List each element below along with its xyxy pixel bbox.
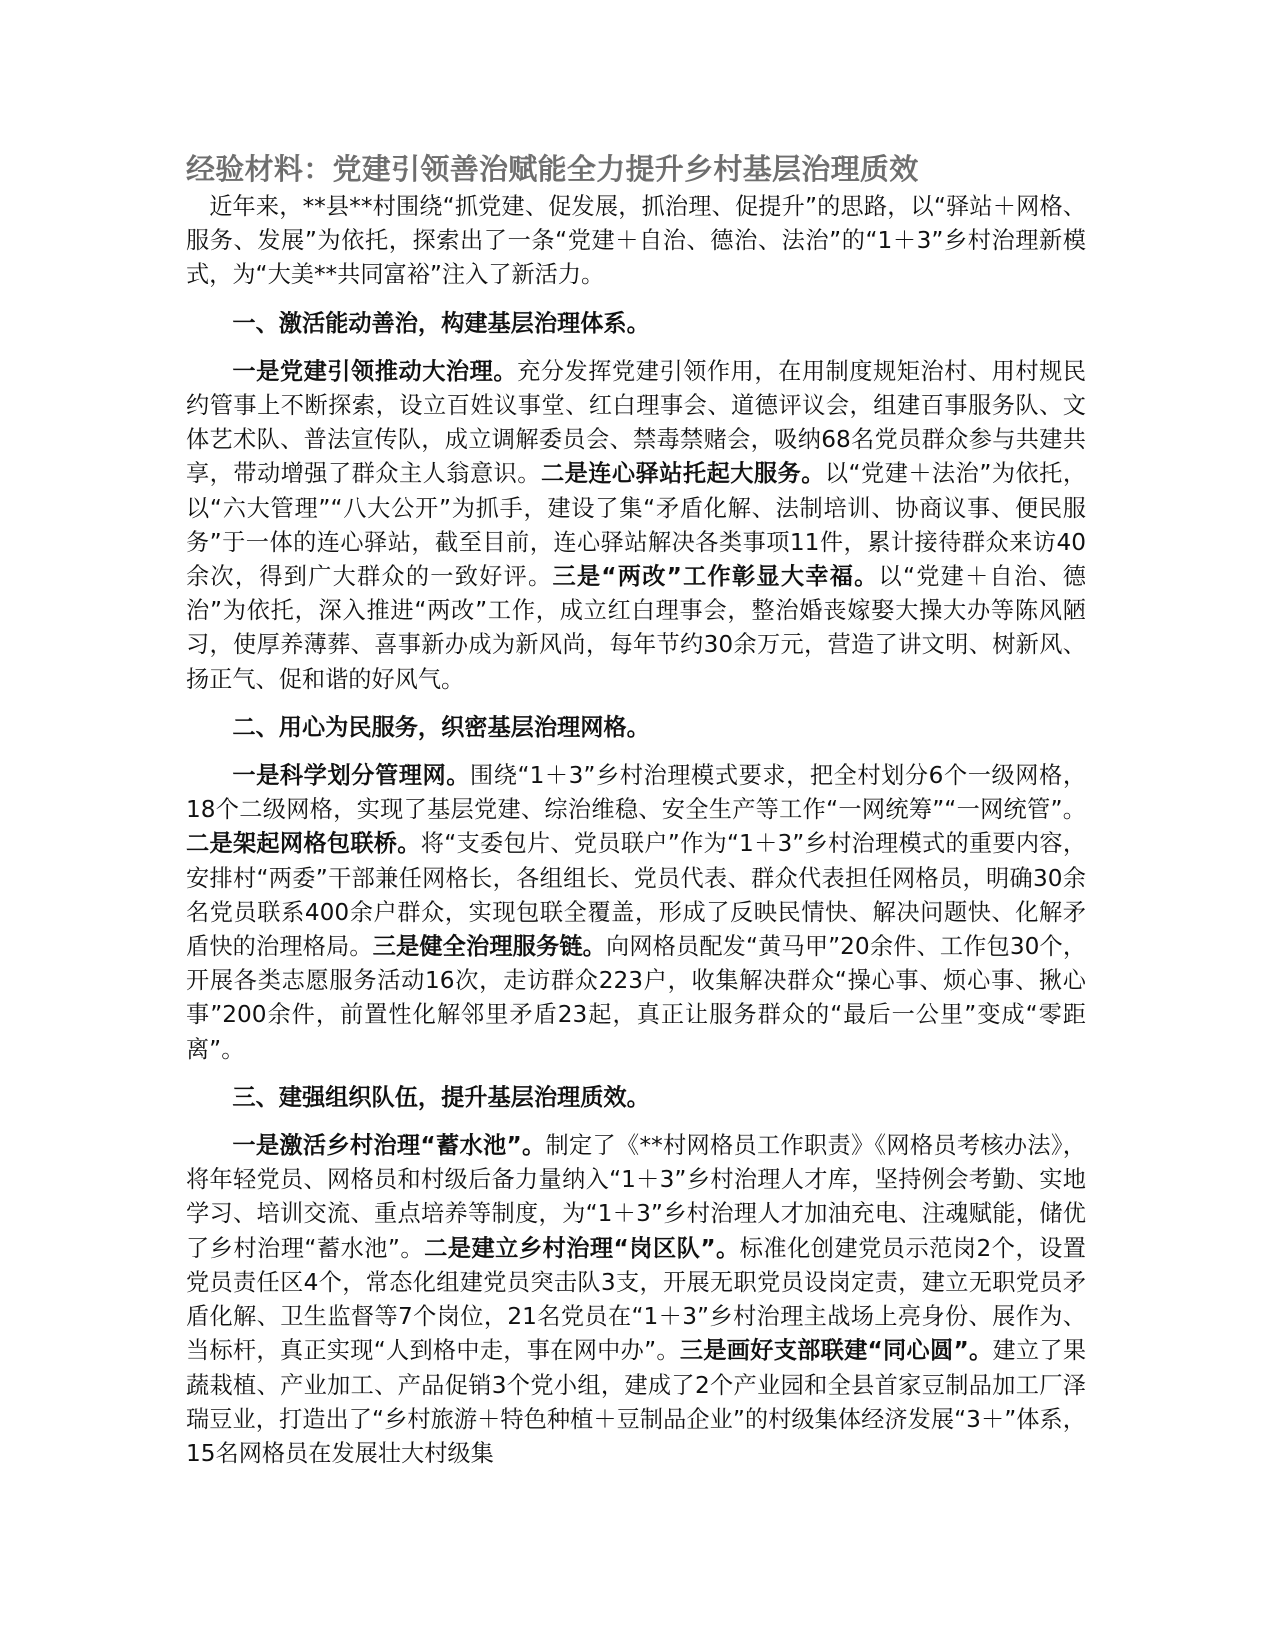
document-body [186, 150, 1086, 1471]
section-3-point-2-label: 二是建立乡村治理“岗区队”。 [424, 1234, 740, 1262]
section-2-point-1-label: 一是科学划分管理网。 [232, 762, 471, 790]
section-1-heading: 一、激活能动善治，构建基层治理体系。 [232, 309, 650, 337]
section-2-point-1-text: 围绕“1＋3”乡村治理模式要求，把全村划分6个一级网格，18个二级网格，实现了基层党建、综治维稳、安全生产等工作“一网统筹”“一网统管”。 [186, 762, 1087, 824]
section-2-point-2-text: 将“支委包片、党员联户”作为“1＋3”乡村治理模式的重要内容，安排村“两委”干部兼任网格长，各组组长、党员代表、群众代表担任网格员，明确30余名党员联系400余户群众，实现包联全覆盖，形成了反映民情快、解决问题快、化解矛盾快的治理格局。 [186, 830, 1087, 961]
document-title: 经验材料：党建引领善治赋能全力提升乡村基层治理质效 [186, 152, 919, 186]
section-2-point-3-label: 三是健全治理服务链。 [372, 933, 607, 961]
section-3-point-3-text: 建立了果蔬栽植、产业加工、产品促销3个党小组，建成了2个产业园和全县首家豆制品加工厂泽瑞豆业，打造出了“乡村旅游＋特色种植＋豆制品企业”的村级集体经济发展“3＋”体系，15名网格员在发展壮大村级集 [186, 1337, 1087, 1467]
section-3-body [186, 1129, 1086, 1471]
section-1-point-3-label: 三是“两改”工作彰显大幸福。 [552, 563, 879, 591]
section-1-point-2-text: 以“党建＋法治”为依托，以“六大管理”“八大公开”为抓手，建设了集“矛盾化解、法制培训、协商议事、便民服务”于一体的连心驿站，截至目前，连心驿站解决各类事项11件，累计接待群众来访40余次，得到广大群众的一致好评。 [186, 460, 1087, 591]
section-1-point-3-text: 以“党建＋自治、德治”为依托，深入推进“两改”工作，成立红白理事会，整治婚丧嫁娶大操大办等陈风陋习，使厚养薄葬、喜事新办成为新风尚，每年节约30余万元，营造了讲文明、树新风、扬正气、促和谐的好风气。 [186, 563, 1086, 693]
section-2-body [186, 759, 1086, 1067]
section-2-point-3-text: 向网格员配发“黄马甲”20余件、工作包30个，开展各类志愿服务活动16次，走访群众223户，收集解决群众“操心事、烦心事、揪心事”200余件，前置性化解邻里矛盾23起，真正让服务群众的“最后一公里”变成“零距离”。 [186, 933, 1087, 1063]
section-3-point-1-text: 制定了《**村网格员工作职责》《网格员考核办法》，将年轻党员、网格员和村级后备力量纳入“1＋3”乡村治理人才库，坚持例会考勤、实地学习、培训交流、重点培养等制度，为“1＋3”乡村治理人才加油充电、注魂赋能，储优了乡村治理“蓄水池”。 [186, 1132, 1086, 1262]
section-1-body [186, 355, 1086, 697]
section-1-point-2-label: 二是连心驿站托起大服务。 [540, 460, 825, 488]
section-3-point-3-label: 三是画好支部联建“同心圆”。 [679, 1337, 993, 1365]
section-1-point-1-label: 一是党建引领推动大治理。 [232, 357, 518, 385]
section-2-heading: 二、用心为民服务，织密基层治理网格。 [232, 713, 650, 741]
section-2-point-2-label: 二是架起网格包联桥。 [186, 830, 421, 858]
section-1-point-1-text: 充分发挥党建引领作用，在用制度规矩治村、用村规民约管事上不断探索，设立百姓议事堂、红白理事会、道德评议会，组建百事服务队、文体艺术队、普法宣传队，成立调解委员会、禁毒禁赌会，吸纳68名党员群众参与共建共享，带动增强了群众主人翁意识。 [186, 357, 1087, 488]
section-3-point-1-label: 一是激活乡村治理“蓄水池”。 [232, 1132, 546, 1160]
section-3-heading: 三、建强组织队伍，提升基层治理质效。 [232, 1083, 650, 1111]
section-3-point-2-text: 标准化创建党员示范岗2个，设置党员责任区4个，常态化组建党员突击队3支，开展无职党员设岗定责，建立无职党员矛盾化解、卫生监督等7个岗位，21名党员在“1＋3”乡村治理主战场上亮身份、展作为、当标杆，真正实现“人到格中走，事在网中办”。 [186, 1234, 1086, 1365]
intro-paragraph: 近年来，**县**村围绕“抓党建、促发展，抓治理、促提升”的思路，以“驿站＋网格、服务、发展”为依托，探索出了一条“党建＋自治、德治、法治”的“1＋3”乡村治理新模式，为“大美**共同富裕”注入了新活力。 [186, 193, 1086, 289]
